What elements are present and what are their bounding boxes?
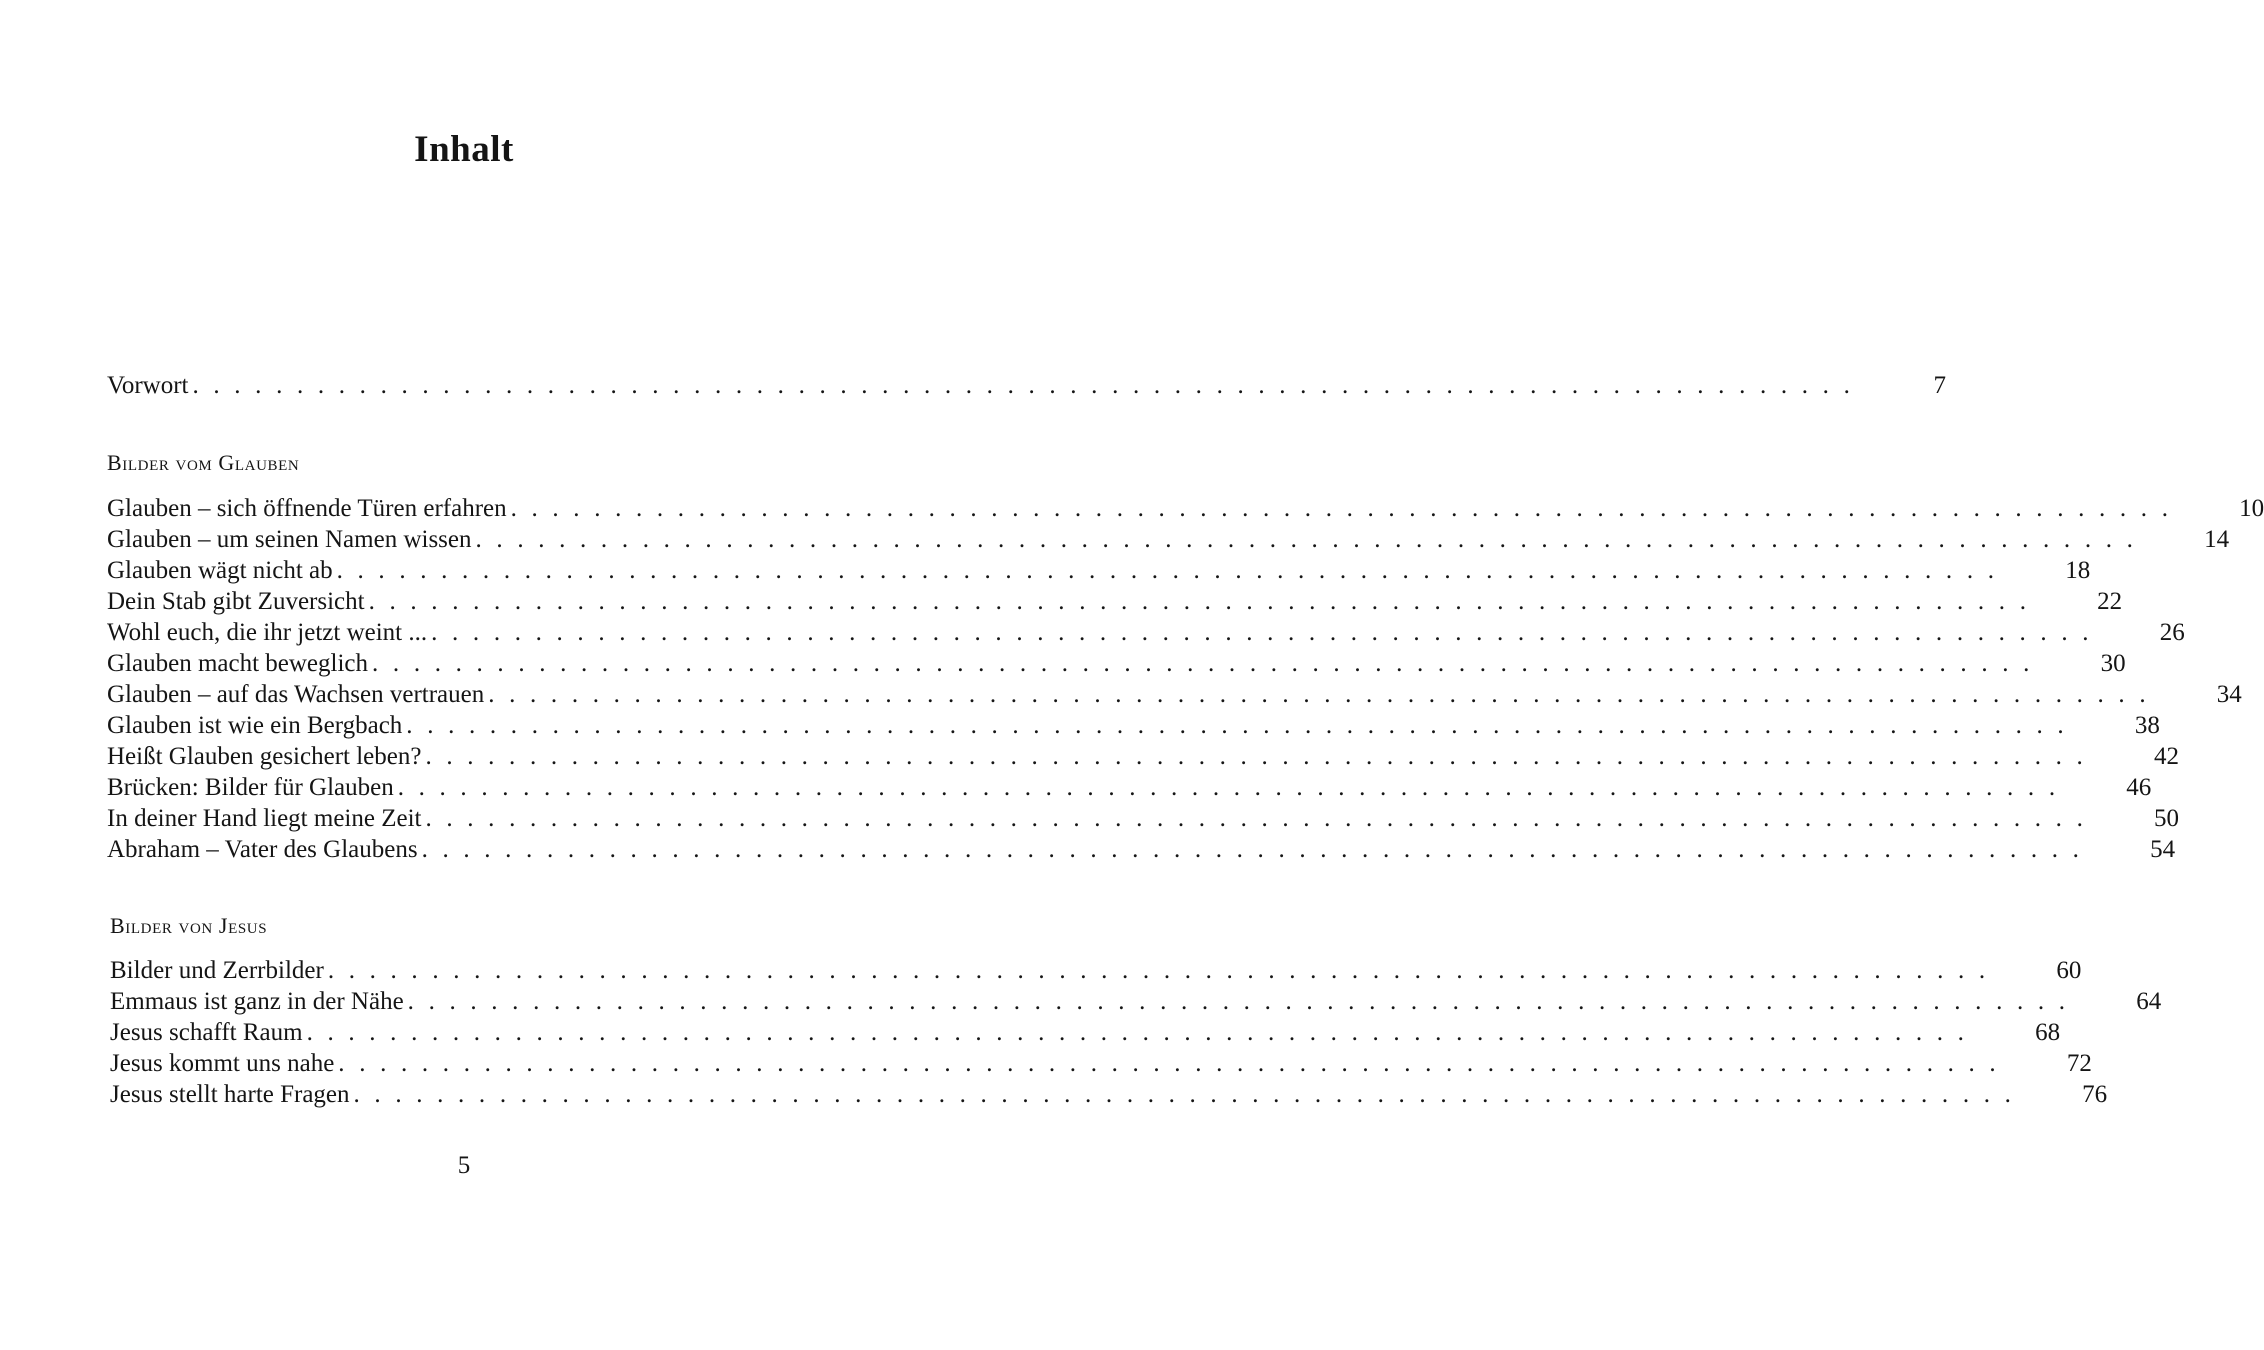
toc-entry-title: Glauben – um seinen Namen wissen	[107, 526, 472, 553]
toc-entry-title: Bilder und Zerrbilder	[110, 957, 324, 984]
toc-entry	[107, 774, 2152, 805]
toc-entry	[107, 372, 1947, 403]
toc-entry	[107, 681, 2242, 712]
toc-entry-title: Jesus kommt uns nahe	[110, 1050, 335, 1077]
dot-leader: . . . . . . . . . . . . . . . . . . . . . . . . . . . . . . . . . . . . . . . . . . . . . . . . . . . . . . . . . . . . . . . . . . . . . . . . . . . . . . . .	[306, 1019, 1969, 1046]
dot-leader: . . . . . . . . . . . . . . . . . . . . . . . . . . . . . . . . . . . . . . . . . . . . . . . . . . . . . . . . . . . . . . . . . . . . . . . . . . . . . . . .	[421, 836, 2084, 863]
dot-leader: . . . . . . . . . . . . . . . . . . . . . . . . . . . . . . . . . . . . . . . . . . . . . . . . . . . . . . . . . . . . . . . . . . . . . . . . . . . . . . . .	[338, 1050, 2000, 1077]
section-heading: Bilder von Jesus	[110, 913, 268, 938]
dot-leader: . . . . . . . . . . . . . . . . . . . . . . . . . . . . . . . . . . . . . . . . . . . . . . . . . . . . . . . . . . . . . . . . . . . . . . . . . . . . . . . .	[407, 988, 2070, 1015]
toc-section-jesus	[110, 957, 2162, 1112]
toc-entry	[110, 1081, 2108, 1112]
toc-entry-page: 68	[2035, 1019, 2061, 1046]
dot-leader: . . . . . . . . . . . . . . . . . . . . . . . . . . . . . . . . . . . . . . . . . . . . . . . . . . . . . . . . . . . . . . . . . . . . . . . . . . . . . . . .	[488, 681, 2150, 708]
toc-entry-page: 18	[2065, 557, 2091, 584]
toc-entry-page: 26	[2159, 619, 2185, 646]
dot-leader: . . . . . . . . . . . . . . . . . . . . . . . . . . . . . . . . . . . . . . . . . . . . . . . . . . . . . . . . . . . . . . . . . . . . . . . . . . . . . . . .	[425, 805, 2088, 832]
toc-entry-page: 76	[2082, 1081, 2108, 1108]
dot-leader: . . . . . . . . . . . . . . . . . . . . . . . . . . . . . . . . . . . . . . . . . . . . . . . . . . . . . . . . . . . . . . . . . . . . . . . . . . . . . . . .	[368, 588, 2031, 615]
toc-entry-title: In deiner Hand liegt meine Zeit	[107, 805, 422, 832]
dot-leader: . . . . . . . . . . . . . . . . . . . . . . . . . . . . . . . . . . . . . . . . . . . . . . . . . . . . . . . . . . . . . . . . . . . . . . . . . . . . . . . .	[406, 712, 2068, 739]
toc-entry-page: 30	[2100, 650, 2126, 677]
dot-leader: . . . . . . . . . . . . . . . . . . . . . . . . . . . . . . . . . . . . . . . . . . . . . . . . . . . . . . . . . . . . . . . . . . . . . . . . . . . . . . . .	[192, 372, 1855, 399]
toc-entry	[110, 1050, 2092, 1081]
toc-entry-title: Brücken: Bilder für Glauben	[107, 774, 394, 801]
page-number: 5	[457, 1152, 471, 1179]
toc-entry-title: Vorwort	[107, 372, 189, 399]
toc-entry-title: Jesus schafft Raum	[110, 1019, 303, 1046]
page-title: Inhalt	[414, 129, 514, 170]
dot-leader: . . . . . . . . . . . . . . . . . . . . . . . . . . . . . . . . . . . . . . . . . . . . . . . . . . . . . . . . . . . . . . . . . . . . . . . . . . . . . . . .	[397, 774, 2060, 801]
toc-entry-title: Glauben – sich öffnende Türen erfahren	[107, 495, 507, 522]
dot-leader: . . . . . . . . . . . . . . . . . . . . . . . . . . . . . . . . . . . . . . . . . . . . . . . . . . . . . . . . . . . . . . . . . . . . . . . . . . . . . . . .	[336, 557, 1999, 584]
toc-entry-page: 22	[2097, 588, 2123, 615]
toc-entry	[107, 836, 2176, 867]
toc-entry-page: 42	[2154, 743, 2180, 770]
toc-entry	[107, 557, 2091, 588]
toc-entry-page: 64	[2136, 988, 2162, 1015]
toc-entry-page: 14	[2204, 526, 2230, 553]
dot-leader: . . . . . . . . . . . . . . . . . . . . . . . . . . . . . . . . . . . . . . . . . . . . . . . . . . . . . . . . . . . . . . . . . . . . . . . . . . . . . . . .	[425, 743, 2088, 770]
toc-entry-title: Jesus stellt harte Fragen	[110, 1081, 350, 1108]
toc-entry-title: Heißt Glauben gesichert leben?	[107, 743, 422, 770]
toc-entry-title: Emmaus ist ganz in der Nähe	[110, 988, 404, 1015]
toc-entry-title: Glauben – auf das Wachsen vertrauen	[107, 681, 485, 708]
toc-entry	[110, 988, 2162, 1019]
toc-entry	[107, 495, 2264, 526]
toc-preface	[107, 372, 1947, 403]
toc-entry-title: Abraham – Vater des Glaubens	[107, 836, 418, 863]
dot-leader: . . . . . . . . . . . . . . . . . . . . . . . . . . . . . . . . . . . . . . . . . . . . . . . . . . . . . . . . . . . . . . . . . . . . . . . . . . . . . . . .	[510, 495, 2173, 522]
toc-entry	[107, 588, 2123, 619]
toc-entry-page: 7	[1933, 372, 1947, 399]
toc-entry	[107, 712, 2160, 743]
toc-entry-page: 10	[2239, 495, 2264, 522]
toc-entry	[107, 526, 2230, 557]
toc-entry	[107, 619, 2185, 650]
toc-entry	[107, 743, 2180, 774]
toc-entry-title: Glauben wägt nicht ab	[107, 557, 333, 584]
toc-entry-page: 54	[2150, 836, 2176, 863]
toc-entry-page: 46	[2126, 774, 2152, 801]
toc-entry	[107, 805, 2180, 836]
toc-entry-page: 38	[2134, 712, 2160, 739]
dot-leader: . . . . . . . . . . . . . . . . . . . . . . . . . . . . . . . . . . . . . . . . . . . . . . . . . . . . . . . . . . . . . . . . . . . . . . . . . . . . . . . .	[353, 1081, 2016, 1108]
toc-entry-title: Glauben ist wie ein Bergbach	[107, 712, 403, 739]
dot-leader: . . . . . . . . . . . . . . . . . . . . . . . . . . . . . . . . . . . . . . . . . . . . . . . . . . . . . . . . . . . . . . . . . . . . . . . . . . . . . . . .	[327, 957, 1990, 984]
toc-entry	[110, 957, 2082, 988]
toc-entry-page: 60	[2056, 957, 2082, 984]
toc-section-glauben	[107, 495, 2264, 867]
toc-entry-page: 50	[2154, 805, 2180, 832]
section-heading: Bilder vom Glauben	[107, 450, 300, 475]
dot-leader: . . . . . . . . . . . . . . . . . . . . . . . . . . . . . . . . . . . . . . . . . . . . . . . . . . . . . . . . . . . . . . . . . . . . . . . . . . . . . . . .	[475, 526, 2138, 553]
toc-entry-title: Glauben macht beweglich	[107, 650, 369, 677]
toc-entry	[107, 650, 2126, 681]
toc-entry-title: Wohl euch, die ihr jetzt weint ...	[107, 619, 428, 646]
dot-leader: . . . . . . . . . . . . . . . . . . . . . . . . . . . . . . . . . . . . . . . . . . . . . . . . . . . . . . . . . . . . . . . . . . . . . . . . . . . . . . . .	[431, 619, 2093, 646]
toc-entry-title: Dein Stab gibt Zuversicht	[107, 588, 365, 615]
dot-leader: . . . . . . . . . . . . . . . . . . . . . . . . . . . . . . . . . . . . . . . . . . . . . . . . . . . . . . . . . . . . . . . . . . . . . . . . . . . . . . . .	[372, 650, 2034, 677]
toc-entry-page: 72	[2066, 1050, 2092, 1077]
toc-entry-page: 34	[2216, 681, 2242, 708]
toc-entry	[110, 1019, 2061, 1050]
